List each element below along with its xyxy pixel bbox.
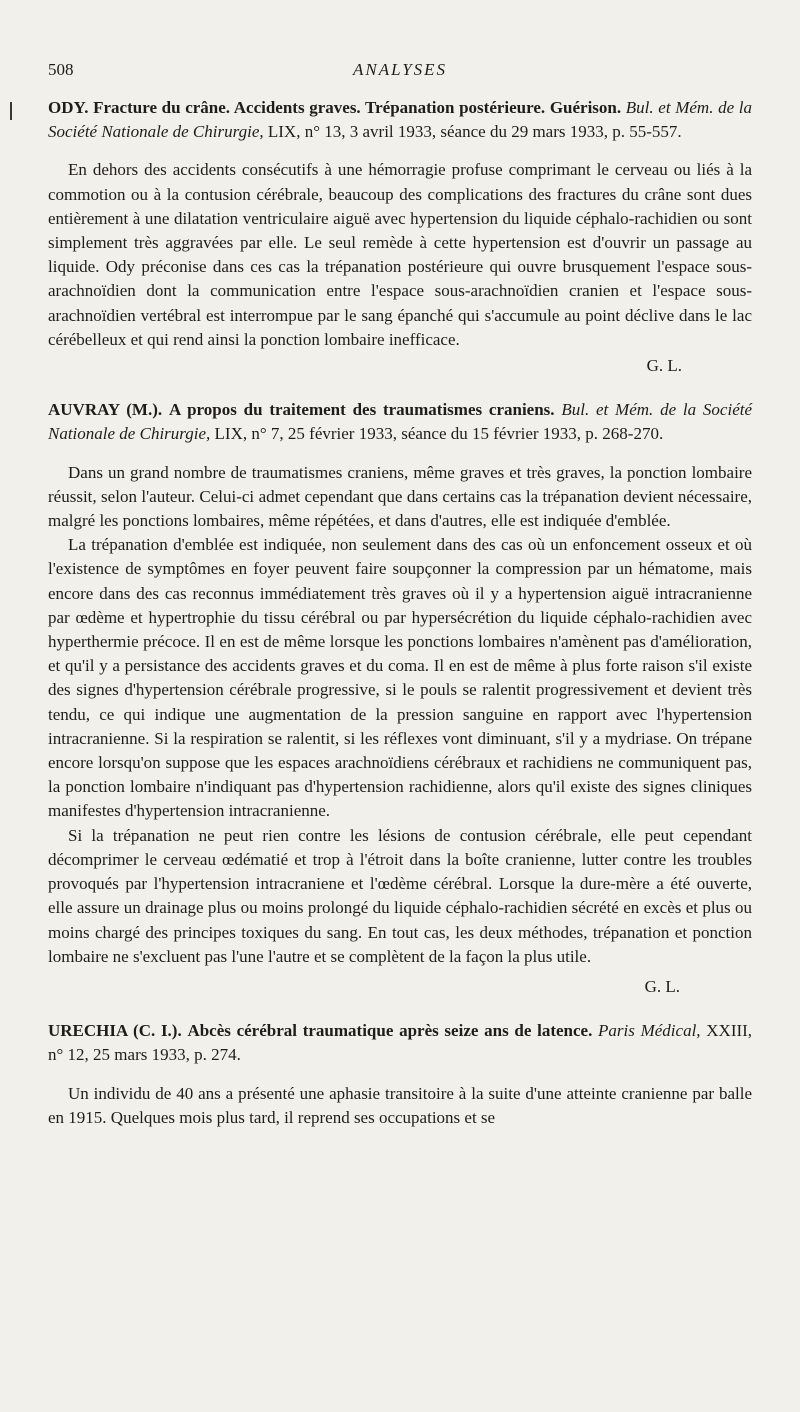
entry-title: Fracture du crâne. Accidents graves. Trépanation postérieure. Guérison. (93, 98, 622, 117)
entry-details: LIX, n° 7, 25 février 1933, séance du 15 février 1933, p. 268-270. (214, 424, 664, 444)
entry-author: ODY. (48, 98, 89, 117)
entry-source: Paris Médical, (598, 1021, 701, 1041)
entry-paragraph: Dans un grand nombre de traumatismes craniens, même graves et très graves, la ponction lombaire réussit, selon l'auteur. Celui-ci admet cependant que dans certains cas la trépanation devient nécessaire, malgré les ponctions lombaires, même répétées, et dans d'autres, elle est indiquée d'emblée. (48, 462, 752, 531)
reference (48, 1019, 752, 1067)
entry-signature: G. L. (646, 356, 682, 376)
reference (48, 96, 752, 144)
entry-paragraph: La trépanation d'emblée est indiquée, non seulement dans des cas où un enfoncement osseux et où l'existence de symptômes en foyer peuvent faire soupçonner la compression par un hématome, mais encore dans des cas reconnus immédiatement très graves où il y a hypertension aiguë intracranienne par œdème et hypertrophie du tissu cérébral ou par hypersécrétion du liquide céphalo-rachidien avec hyperthermie précoce. Il en est de même lorsque les ponctions lombaires n'amènent pas d'amélioration, et qu'il y a persistance des accidents graves et du coma. Il en est de même à plus forte raison s'il existe des signes d'hypertension cérébrale progressive, si le pouls se ralentit progressivement et devient très tendu, ce qui indique une augmentation de la pression sanguine en rapport avec l'hypertension intracranienne. Si la respiration se ralentit, si les réflexes vont diminuant, s'il y a mydriase. On trépane encore lorsqu'on suppose que les espaces arachnoïdiens cérébraux et rachidiens ne communiquent pas, la ponction lombaire n'indiquant pas d'hypertension rachidienne, alors qu'il existe des signes cliniques manifestes d'hypertension intracranienne. (48, 535, 752, 821)
reference (48, 398, 752, 446)
entry-details: LIX, n° 13, 3 avril 1933, séance du 29 mars 1933, p. 55-557. (267, 122, 682, 142)
review-entry (48, 1019, 752, 1130)
entry-author: URECHIA (C. I.). (48, 1021, 182, 1041)
main-content (48, 96, 752, 1130)
review-entry (48, 96, 752, 378)
entry-title: Abcès cérébral traumatique après seize ans de latence. (187, 1021, 593, 1041)
page-header (48, 60, 752, 86)
margin-mark (10, 102, 12, 120)
running-head: ANALYSES (352, 60, 448, 79)
entry-source: Bul. et Mém. de la Société Nationale de Chirurgie, (48, 400, 753, 444)
entry-paragraph: Si la trépanation ne peut rien contre les lésions de contusion cérébrale, elle peut cependant décomprimer le cerveau œdématié et trop à l'étroit dans la boîte cranienne, lutter contre les troubles provoqués par l'hypertension intracraniene et l'œdème cérébral. Lorsque la dure-mère a été ouverte, elle assure un drainage plus ou moins prolongé du liquide céphalo-rachidien sécrété en excès et plus ou moins chargé des principes toxiques du sang. En tout cas, les deux méthodes, trépanation et ponction lombaire ne s'excluent pas l'une l'autre et se complètent de la façon la plus utile. (48, 825, 752, 966)
entry-signature: G. L. (644, 976, 680, 996)
entry-paragraph: Un individu de 40 ans a présenté une aphasie transitoire à la suite d'une atteinte cranienne par balle en 1915. Quelques mois plus tard, il reprend ses occupations et se (48, 1083, 752, 1127)
review-entry (48, 398, 752, 999)
entry-title: A propos du traitement des traumatismes craniens. (168, 400, 555, 420)
entry-paragraph: En dehors des accidents consécutifs à une hémorragie profuse comprimant le cerveau ou liés à la commotion ou à la contusion cérébrale, beaucoup des complications des fractures du crâne sont dues entièrement à une dilatation ventriculaire aiguë avec hypertension du liquide céphalo-rachidien ou sont simplement très aggravées par elle. Le seul remède à cette hypertension est d'ouvrir un passage au liquide. Ody préconise dans ces cas la trépanation postérieure qui ouvre brusquement l'espace sous-arachnoïdien dont la communication entre l'espace sous-arachnoïdien cranien et l'espace sous-arachnoïdien vertébral est interrompue par le sang épanché qui s'accumule au point déclive dans le lac cérébelleux et qui rend ainsi la ponction lombaire inefficace. (48, 160, 752, 349)
entry-author: AUVRAY (M.). (48, 400, 163, 420)
entry-source: Bul. et Mém. de la Société Nationale de Chirurgie, (48, 98, 753, 142)
page-number: 508 (48, 60, 74, 79)
entry-details: XXIII, n° 12, 25 mars 1933, p. 274. (48, 1021, 753, 1065)
